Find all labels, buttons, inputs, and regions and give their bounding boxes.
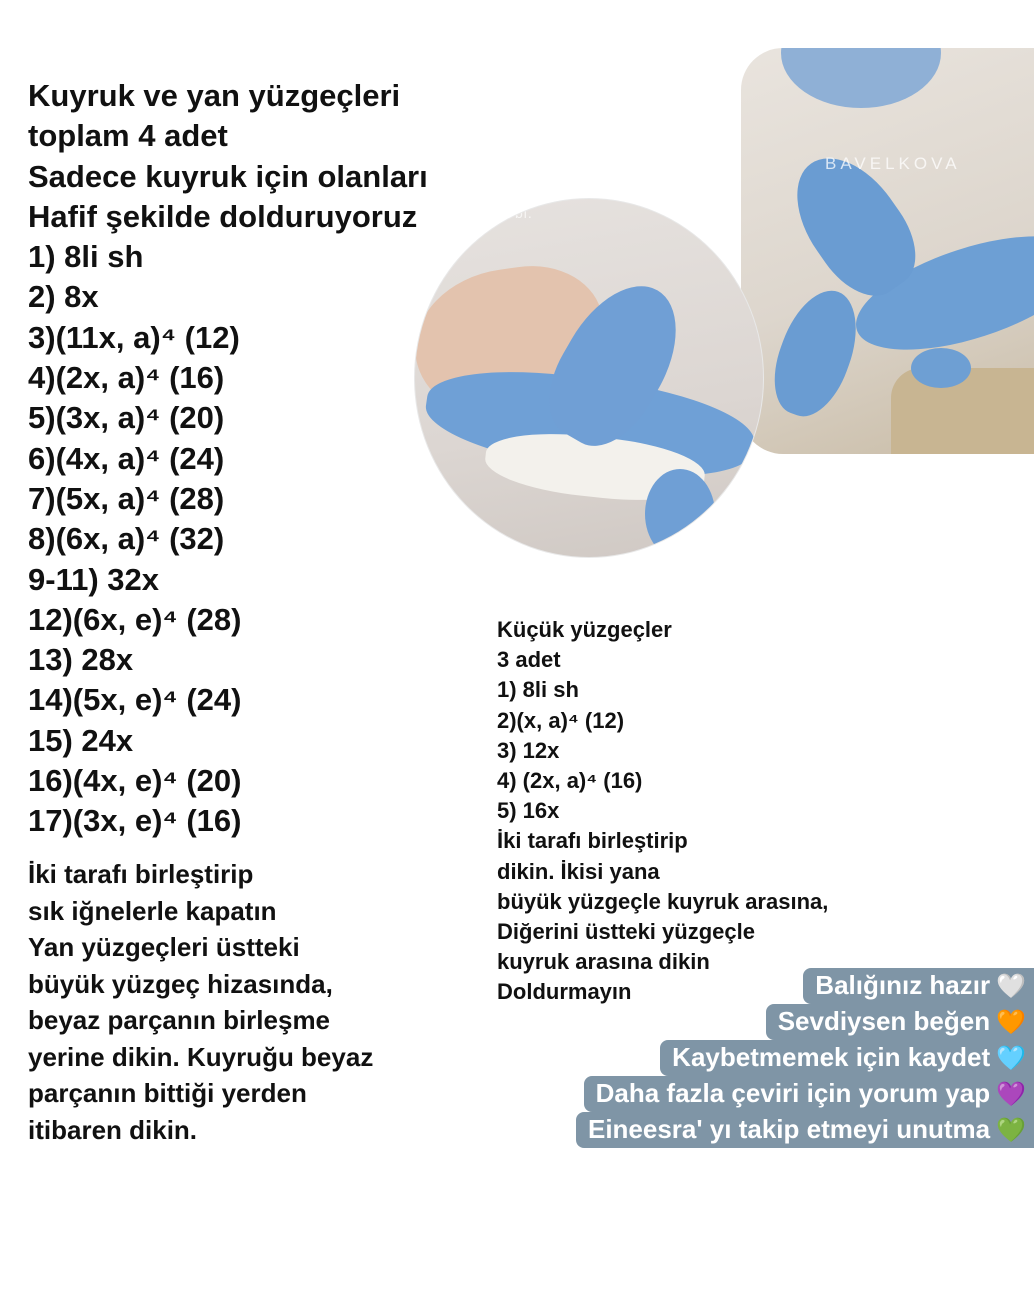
small-fins-line: 3 adet [497,647,561,673]
pattern-row: 6)(4x, a)⁴ (24) [28,440,225,476]
small-fins-pattern [497,615,917,1008]
instruction-line: itibaren dikin. [28,1114,198,1145]
small-fins-line: büyük yüzgeçle kuyruk arasına, [497,888,829,914]
pattern-row: 4)(2x, a)⁴ (16) [28,360,225,396]
small-fins-line: 4) (2x, a)⁴ (16) [497,768,643,794]
instruction-line: büyük yüzgeç hizasında, [28,968,333,999]
pattern-row: 12)(6x, e)⁴ (28) [28,601,242,637]
pattern-row: 16)(4x, e)⁴ (20) [28,763,242,799]
small-fins-line: kuyruk arasına dikin [497,949,710,975]
title-line: Hafif şekilde dolduruyoruz [28,198,418,234]
small-fin [645,469,715,558]
pattern-row: 9-11) 32x [28,561,159,597]
orange-heart-icon: 🧡 [996,1009,1026,1036]
green-heart-icon: 💚 [996,1117,1026,1144]
pattern-row: 2) 8x [28,279,99,315]
instruction-line: beyaz parçanın birleşme [28,1005,331,1035]
fish-photo-closeup [741,48,1034,454]
small-fins-line: Diğerini üstteki yüzgeçle [497,919,755,945]
tag-comment [584,1076,1034,1112]
instruction-line: İki tarafı birleştirip [28,859,254,889]
join-instructions [28,856,488,1148]
pattern-row: 3)(11x, a)⁴ (12) [28,319,240,355]
pattern-row: 14)(5x, e)⁴ (24) [28,682,242,718]
small-fins-line: İki tarafı birleştirip [497,828,688,854]
tag-save [660,1040,1034,1076]
tag-follow [576,1112,1034,1148]
pattern-row: 13) 28x [28,642,134,678]
instruction-line: Yan yüzgeçleri üstteki [28,932,300,962]
purple-heart-icon: 💜 [996,1081,1026,1108]
side-fin [911,348,971,388]
yarn-ball [781,48,941,108]
instruction-line: sık iğnelerle kapatın [28,895,277,926]
title-line: toplam 4 adet [28,118,228,154]
instruction-line: yerine dikin. Kuyruğu beyaz [28,1041,374,1072]
tag-text: Balığınız hazır [815,970,991,1000]
pattern-row: 1) 8li sh [28,239,144,275]
title-line: Sadece kuyruk için olanları [28,158,428,194]
tag-text: Kaybetmemek için kaydet [672,1042,991,1072]
photo-watermark: BAVELKOVA [825,154,961,173]
small-fins-line: Doldurmayın [497,979,632,1005]
pattern-row: 5)(3x, a)⁴ (20) [28,400,225,436]
tag-text: Eineesra' yı takip etmeyi unutma [587,1114,991,1144]
tag-text: Sevdiysen beğen [777,1006,991,1036]
small-fins-line: 2)(x, a)⁴ (12) [497,707,625,733]
tag-text: Daha fazla çeviri için yorum yap [595,1078,991,1108]
tag-fish-ready [803,968,1034,1004]
small-fins-line: 5) 16x [497,798,560,824]
main-pattern [28,76,468,842]
tag-like [766,1004,1034,1040]
pattern-row: 7)(5x, a)⁴ (28) [28,480,225,516]
instruction-line: parçanın bittiği yerden [28,1078,307,1108]
blue-heart-icon: 🩵 [996,1045,1026,1072]
small-fins-line: Küçük yüzgeçler [497,617,672,642]
pattern-row: 8)(6x, a)⁴ (32) [28,521,225,557]
photo-watermark: bi. [515,205,533,221]
small-fins-line: dikin. İkisi yana [497,858,660,884]
tail-fin-lower [761,280,871,426]
pattern-row: 17)(3x, e)⁴ (16) [28,803,242,839]
small-fins-line: 1) 8li sh [497,677,579,703]
fish-photo-hand [414,198,764,558]
small-fins-line: 3) 12x [497,737,560,763]
white-heart-icon: 🤍 [996,973,1026,1000]
pattern-row: 15) 24x [28,722,134,758]
title-line: Kuyruk ve yan yüzgeçleri [28,78,401,113]
